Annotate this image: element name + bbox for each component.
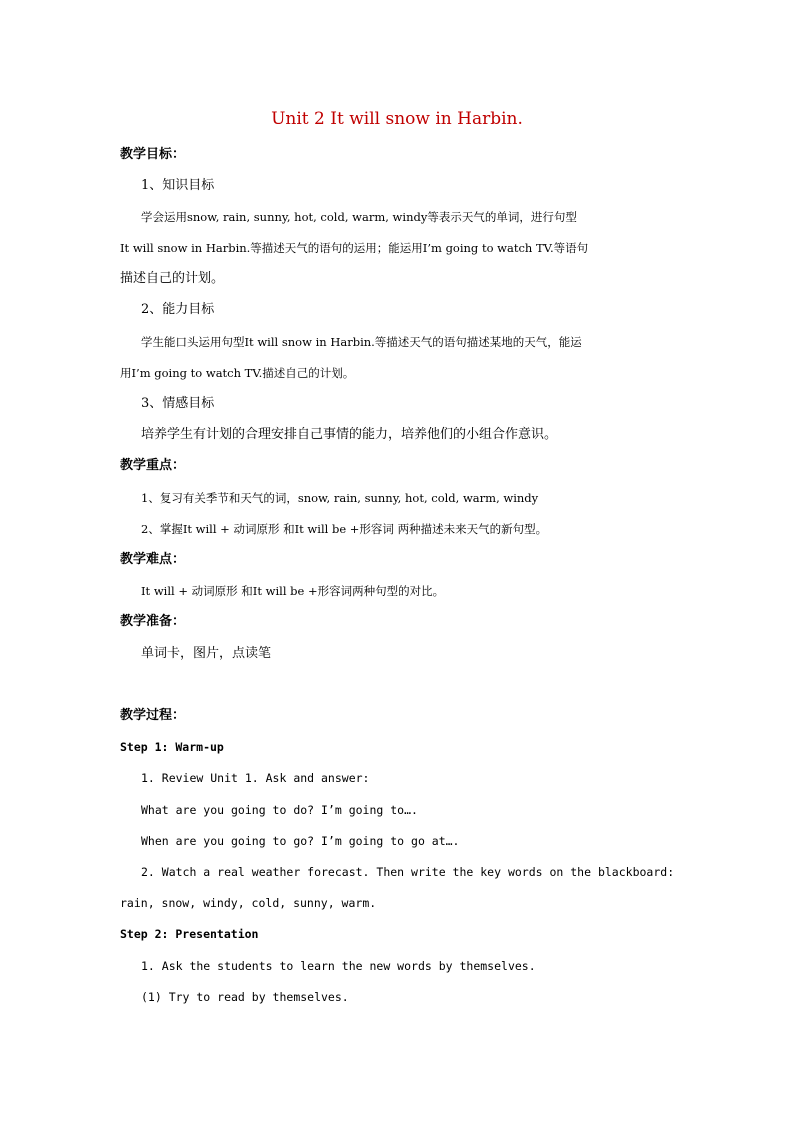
preparation-item: 单词卡，图片，点读笔 [141,646,272,661]
step1-heading: Step 1: Warm-up [120,740,224,754]
preparation-heading: 教学准备： [120,614,186,629]
key-point-1: 1、复习有关季节和天气的词，snow, rain, sunny, hot, cold, warm, windy [141,491,539,505]
ability-line-1: 学生能口头运用句型It will snow in Harbin.等描述天气的语句描述某地的天气，能运 [141,335,582,349]
step2-line-2: (1) Try to read by themselves. [141,990,349,1004]
process-heading: 教学过程： [120,708,186,723]
difficult-point-1: It will + 动词原形 和It will be +形容词两种句型的对比。 [141,584,445,598]
knowledge-line-1: 学会运用snow, rain, sunny, hot, cold, warm, windy等表示天气的单词，进行句型 [141,210,577,224]
emotion-heading: 3、情感目标 [141,396,215,411]
ability-line-2: 用I’m going to watch TV.描述自己的计划。 [120,366,355,380]
step1-line-2: What are you going to do? I’m going to…. [141,803,418,817]
difficult-points-heading: 教学难点： [120,552,186,567]
step1-line-4: 2. Watch a real weather forecast. Then write the key words on the blackboard: [141,865,675,879]
ability-heading: 2、能力目标 [141,302,215,317]
key-point-2: 2、掌握It will + 动词原形 和It will be +形容词 两种描述未来天气的新句型。 [141,522,548,536]
knowledge-heading: 1、知识目标 [141,178,215,193]
step1-line-3: When are you going to go? I’m going to go at…. [141,834,460,848]
step2-line-1: 1. Ask the students to learn the new words by themselves. [141,959,536,973]
step1-line-5: rain, snow, windy, cold, sunny, warm. [120,896,377,910]
step2-heading: Step 2: Presentation [120,927,259,941]
objectives-heading: 教学目标： [120,147,186,162]
knowledge-line-3: 描述自己的计划。 [120,271,225,286]
knowledge-line-2: It will snow in Harbin.等描述天气的语句的运用；能运用I’m going to watch TV.等语句 [120,241,589,255]
key-points-heading: 教学重点： [120,458,186,473]
document-title: Unit 2 It will snow in Harbin. [271,109,523,129]
emotion-line-1: 培养学生有计划的合理安排自己事情的能力，培养他们的小组合作意识。 [141,427,558,442]
step1-line-1: 1. Review Unit 1. Ask and answer: [141,771,370,785]
